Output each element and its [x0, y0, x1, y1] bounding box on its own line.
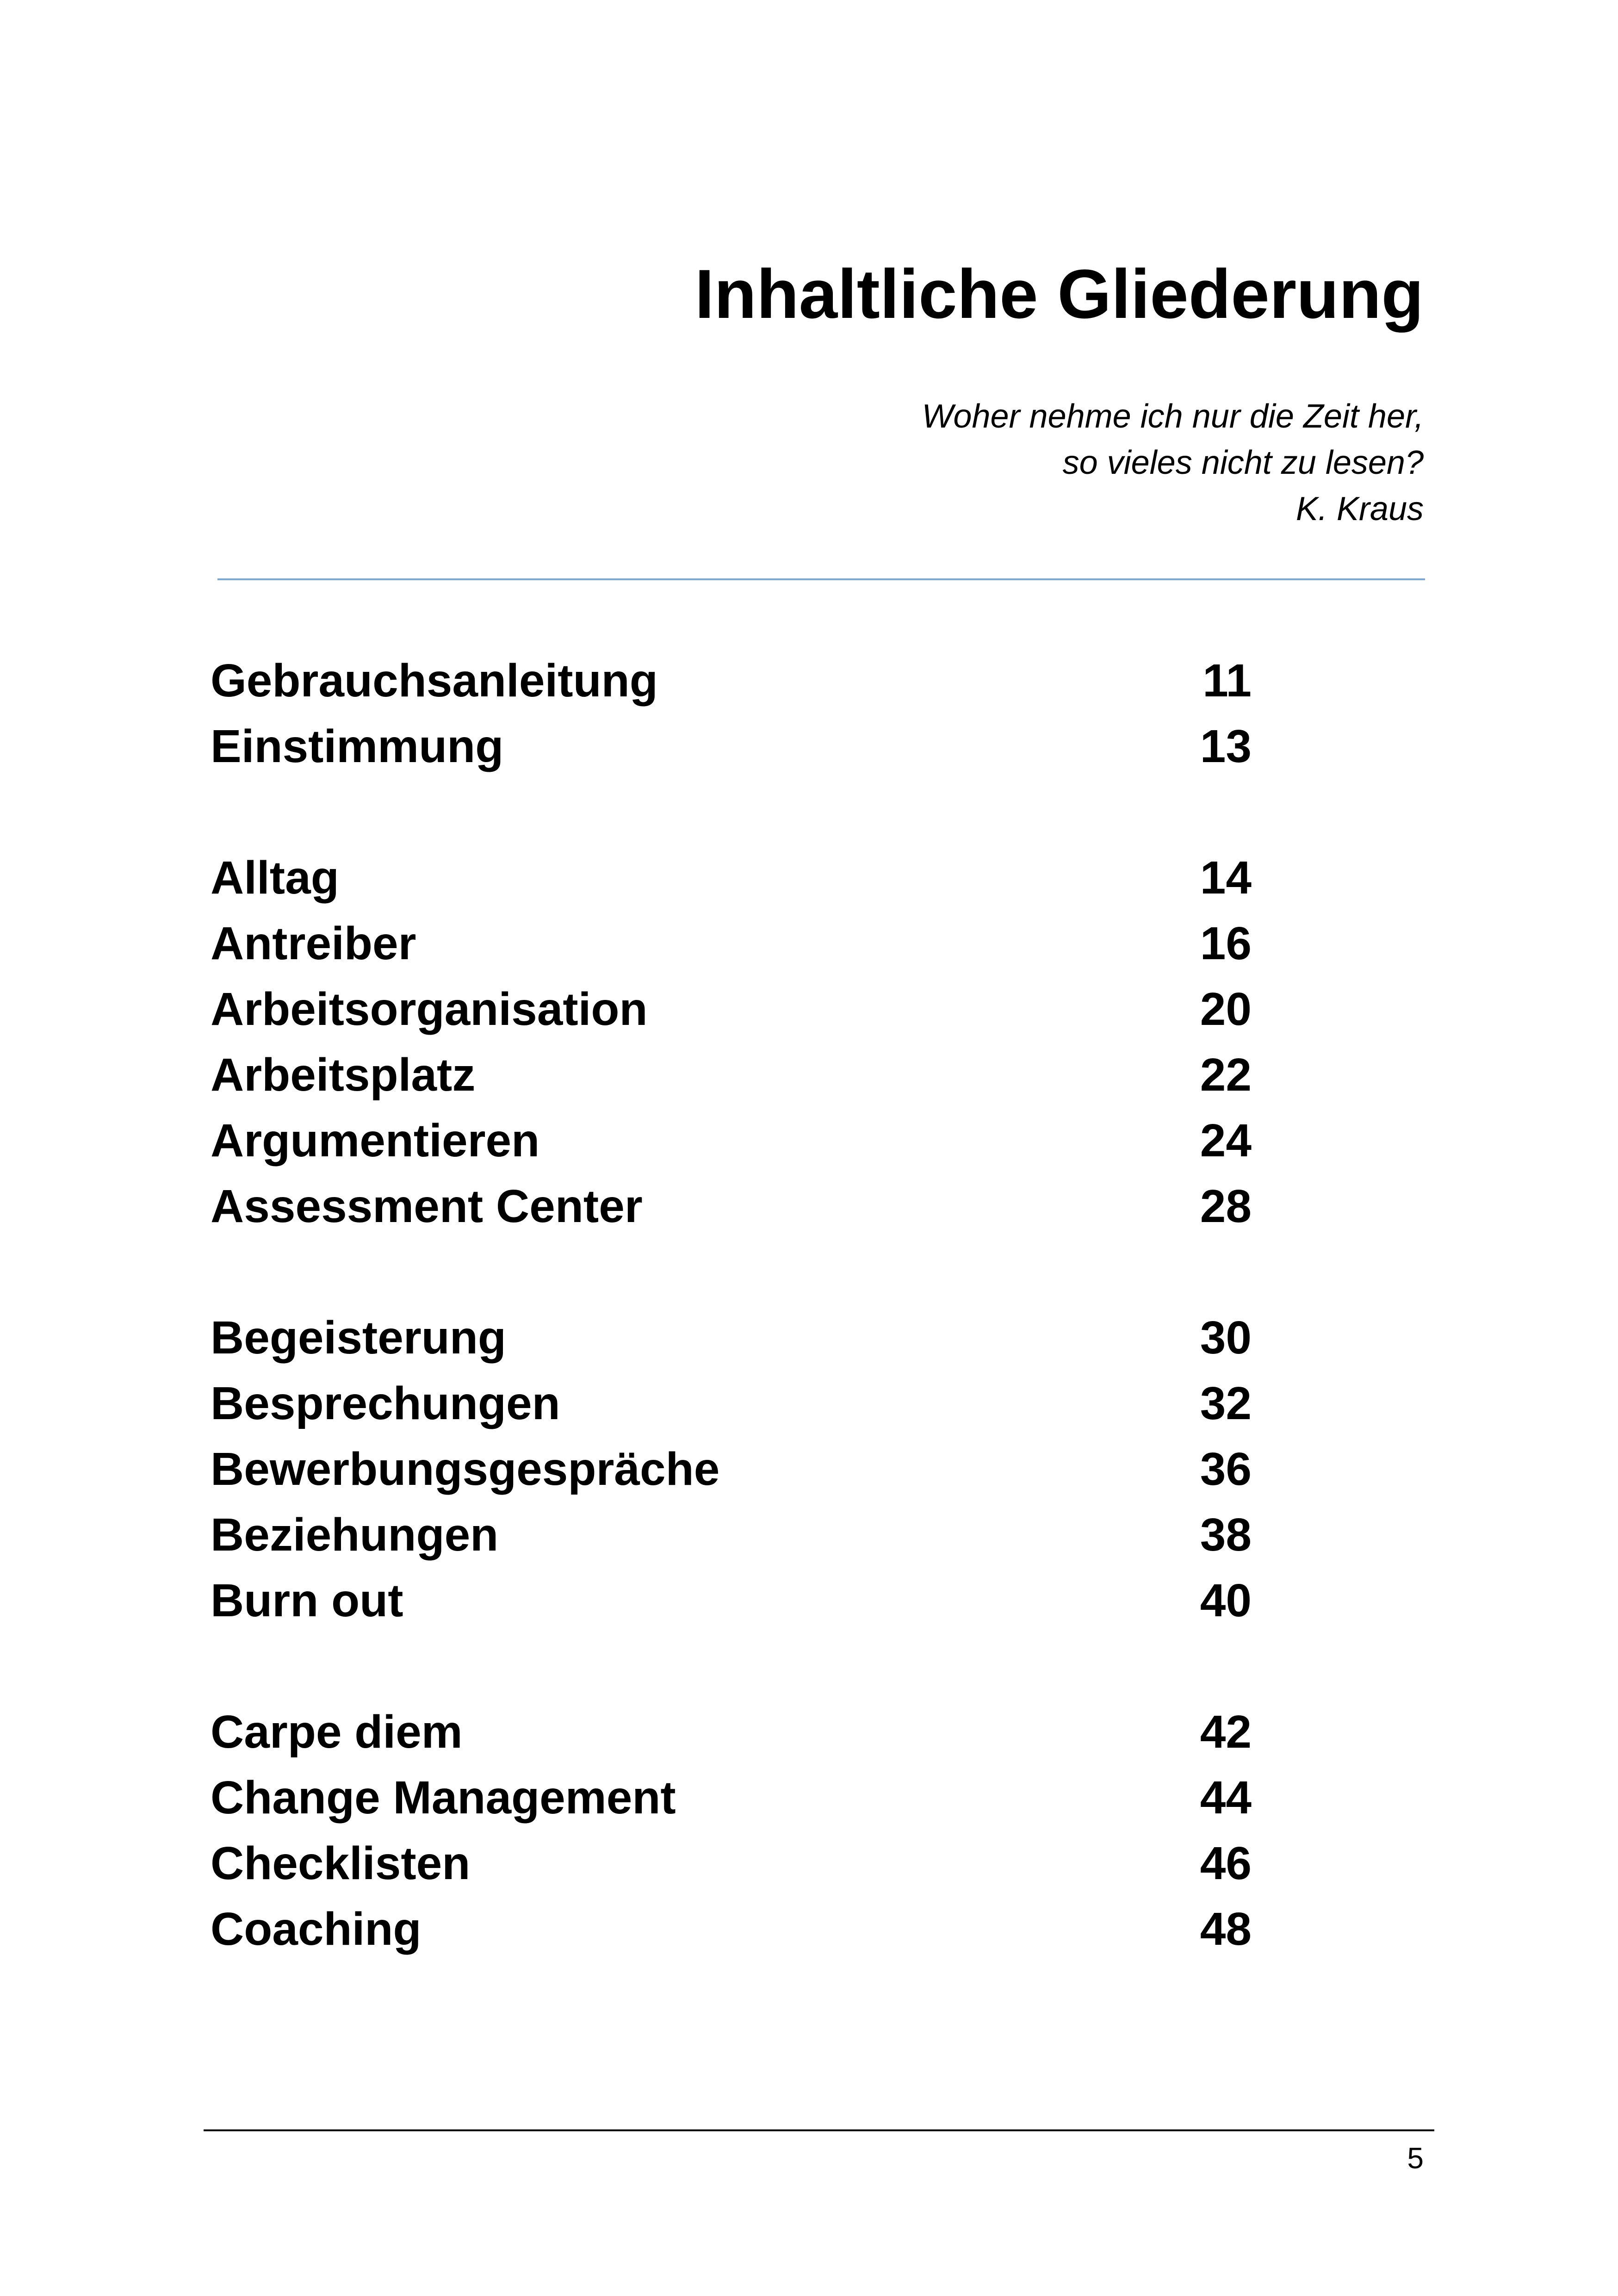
toc-entry-label: Burn out: [211, 1575, 403, 1626]
toc-entry-label: Einstimmung: [211, 720, 504, 772]
toc-entry-label: Checklisten: [211, 1837, 471, 1889]
toc-entry[interactable]: [211, 1436, 1252, 1502]
toc-entry[interactable]: [211, 1305, 1252, 1371]
toc-entry-label: Arbeitsorganisation: [211, 983, 648, 1035]
toc-entry-label: Gebrauchsanleitung: [211, 655, 658, 707]
toc-entry[interactable]: [211, 1831, 1252, 1896]
toc-entry[interactable]: [211, 911, 1252, 976]
toc-entry[interactable]: [211, 1108, 1252, 1173]
toc-entry-page-number: 16: [1200, 918, 1252, 969]
toc-entry-page-number: 30: [1200, 1312, 1252, 1364]
toc-entry-label: Bewerbungsgespräche: [211, 1443, 720, 1495]
toc-entry-page-number: 14: [1200, 852, 1252, 904]
toc-entry-label: Begeisterung: [211, 1312, 507, 1364]
toc-entry[interactable]: [211, 1042, 1252, 1108]
toc-entry-page-number: 40: [1200, 1575, 1252, 1626]
toc-entry-label: Assessment Center: [211, 1180, 643, 1232]
toc-entry[interactable]: [211, 1173, 1252, 1239]
toc-group: [211, 648, 1252, 779]
toc-entry[interactable]: [211, 845, 1252, 911]
header-divider: [217, 578, 1425, 580]
toc-entry[interactable]: [211, 1568, 1252, 1633]
toc-group: [211, 1305, 1252, 1633]
toc-entry-page-number: 42: [1200, 1706, 1252, 1758]
epigraph-line: Woher nehme ich nur die Zeit her,: [922, 398, 1424, 435]
toc-entry-page-number: 32: [1200, 1378, 1252, 1429]
toc-entry-page-number: 11: [1203, 655, 1252, 707]
page-title: Inhaltliche Gliederung: [694, 255, 1424, 333]
toc-entry-page-number: 20: [1200, 983, 1252, 1035]
toc-entry-label: Carpe diem: [211, 1706, 463, 1758]
table-of-contents: [211, 648, 1252, 1962]
toc-entry-label: Arbeitsplatz: [211, 1049, 476, 1101]
toc-entry-page-number: 13: [1200, 720, 1252, 772]
toc-entry[interactable]: [211, 1502, 1252, 1568]
toc-entry-page-number: 44: [1200, 1772, 1252, 1824]
toc-entry[interactable]: [211, 714, 1252, 779]
toc-entry-label: Beziehungen: [211, 1509, 499, 1561]
toc-entry-label: Antreiber: [211, 918, 416, 969]
footer-divider: [204, 2129, 1434, 2131]
toc-entry-label: Argumentieren: [211, 1115, 540, 1167]
toc-group: [211, 1699, 1252, 1962]
toc-entry-page-number: 46: [1200, 1837, 1252, 1889]
toc-entry[interactable]: [211, 1699, 1252, 1765]
toc-entry-label: Coaching: [211, 1903, 422, 1955]
page-number: 5: [1407, 2141, 1424, 2175]
toc-entry-label: Change Management: [211, 1772, 676, 1824]
toc-entry-page-number: 22: [1200, 1049, 1252, 1101]
toc-entry[interactable]: [211, 648, 1252, 714]
epigraph-author: K. Kraus: [1296, 490, 1424, 527]
toc-entry-page-number: 28: [1200, 1180, 1252, 1232]
toc-entry[interactable]: [211, 1896, 1252, 1962]
toc-entry[interactable]: [211, 976, 1252, 1042]
toc-entry-page-number: 38: [1200, 1509, 1252, 1561]
epigraph-line: so vieles nicht zu lesen?: [1062, 444, 1424, 481]
toc-entry-page-number: 24: [1200, 1115, 1252, 1167]
toc-entry-label: Alltag: [211, 852, 339, 904]
toc-entry-page-number: 48: [1200, 1903, 1252, 1955]
epigraph-quote: [922, 393, 1424, 532]
toc-entry-page-number: 36: [1200, 1443, 1252, 1495]
toc-entry-label: Besprechungen: [211, 1378, 560, 1429]
toc-entry[interactable]: [211, 1765, 1252, 1831]
toc-entry[interactable]: [211, 1371, 1252, 1436]
toc-group: [211, 845, 1252, 1239]
